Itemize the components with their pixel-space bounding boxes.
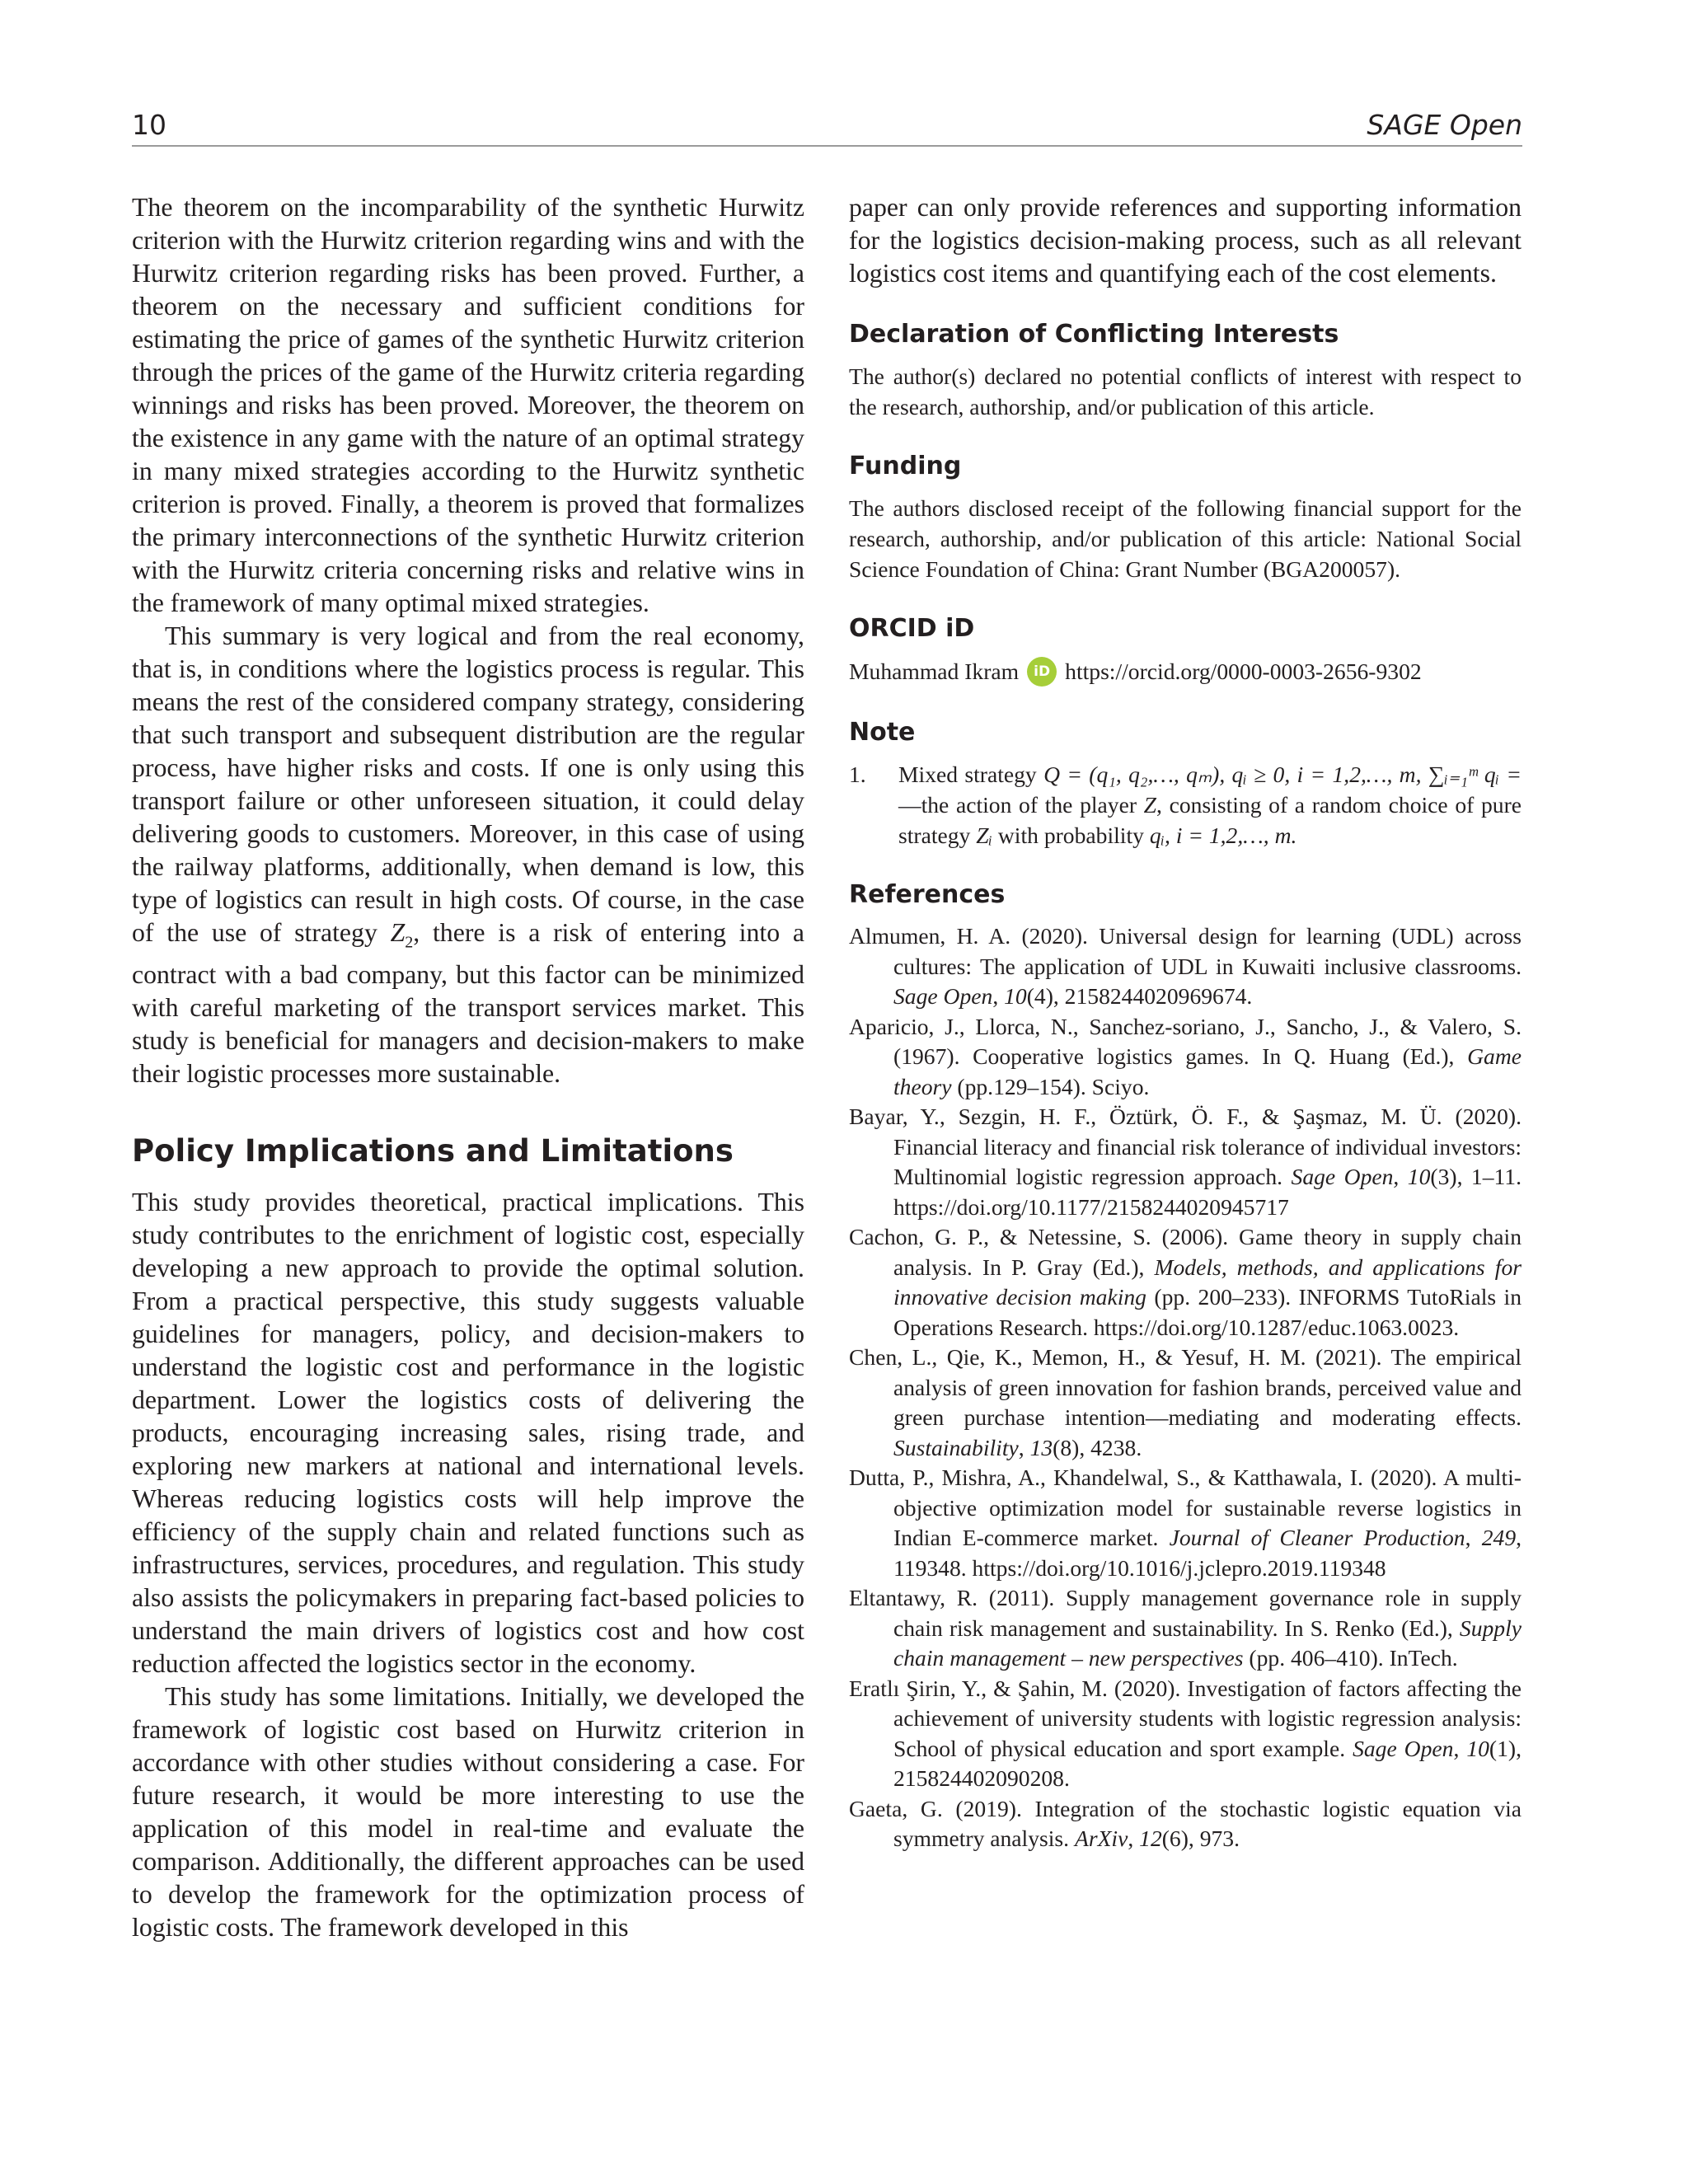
reference-italic: Game theory xyxy=(893,1043,1522,1099)
orcid-line xyxy=(849,655,1522,688)
reference-item xyxy=(849,1463,1522,1583)
section-heading: Policy Implications and Limitations xyxy=(132,1133,734,1169)
formula: qᵢ, i = 1,2,…, m. xyxy=(1149,823,1297,848)
reference-item xyxy=(849,1102,1522,1222)
reference-item xyxy=(849,1674,1522,1794)
reference-text: Gaeta, G. (2019). Integration of the stochastic logistic equation via symmetry analysis. xyxy=(849,1795,1522,1851)
reference-italic: Sage Open xyxy=(893,983,993,1009)
reference-text: , xyxy=(992,983,1005,1009)
reference-item xyxy=(849,921,1522,1012)
reference-text: (1), 215824402090208. xyxy=(893,1735,1522,1791)
reference-italic: Supply chain management – new perspectives xyxy=(893,1615,1522,1671)
body-paragraph: This study provides theoretical, practical implications. This study contributes to the enrichment of logistic cost, especially developing a new approach to provide the optimal solution. From a practical perspective, this study suggests valuable guidelines for managers, policy, and decision-makers to understand the logistic cost and performance in the logistic department. Lower the logistics costs of delivering the products, encouraging increasing sales, rising trade, and exploring new markers at national and international levels. Whereas reducing logistics costs will help improve the efficiency of the supply chain and related functions such as infrastructures, services, procedures, and regulation. This study also assists the policymakers in preparing fact-based policies to understand the main drivers of logistics cost and how cost reduction affected the logistics sector in the economy. xyxy=(132,1188,804,1679)
reference-item xyxy=(849,1794,1522,1854)
variable-subscript: 2 xyxy=(405,933,414,952)
reference-text: Almumen, H. A. (2020). Universal design for learning (UDL) across cultures: The application of UDL in Kuwaiti inclusive classrooms. xyxy=(849,923,1522,979)
formula: Q = (q₁, q₂,…, qₘ), qᵢ ≥ 0, i = 1,2,…, m, ∑ᵢ₌₁ᵐ qᵢ = xyxy=(1043,762,1522,787)
reference-text: (3), 1–11. https://doi.org/10.1177/2158244020945717 xyxy=(893,1164,1522,1220)
reference-italic: 249 xyxy=(1481,1525,1517,1550)
reference-italic: ArXiv xyxy=(1074,1825,1128,1851)
text-run: Mixed strategy xyxy=(898,762,1044,787)
reference-italic: Models, methods, and applications for innovative decision making xyxy=(893,1254,1522,1310)
left-column xyxy=(132,191,804,1944)
body-paragraph: The theorem on the incomparability of the synthetic Hurwitz criterion with the Hurwitz criterion regarding wins and with the Hurwitz criterion regarding risks has been proved. Further, a theorem on the necessary and sufficient conditions for estimating the price of games of the synthetic Hurwitz criterion through the prices of the game of the Hurwitz criteria regarding winnings and risks has been proved. Moreover, the theorem on the existence in any game with the nature of an optimal strategy in many mixed strategies according to the Hurwitz synthetic criterion is proved. Finally, a theorem is proved that formalizes the primary interconnections of the synthetic Hurwitz criterion with the Hurwitz criteria concerning risks and relative wins in the framework of many optimal mixed strategies. xyxy=(132,193,804,617)
funding-heading: Funding xyxy=(849,452,962,480)
reference-text: (6), 973. xyxy=(1161,1825,1240,1851)
reference-text: (pp.129–154). Sciyo. xyxy=(951,1073,1150,1099)
reference-item xyxy=(849,1222,1522,1343)
reference-text: Eltantawy, R. (2011). Supply management governance role in supply chain risk management and sustainability. In S. Renko (Ed.), xyxy=(849,1585,1522,1641)
reference-text: (4), 2158244020969674. xyxy=(1026,983,1253,1009)
declaration-heading: Declaration of Conflicting Interests xyxy=(849,320,1339,349)
reference-italic: 12 xyxy=(1139,1825,1162,1851)
reference-text: Cachon, G. P., & Netessine, S. (2006). Game theory in supply chain analysis. In P. Gray (Ed.), xyxy=(849,1224,1522,1280)
text-run: with probability xyxy=(992,823,1150,848)
text-run: This summary is very logical and from the real economy, that is, in conditions where the logistics process is regular. This means the rest of the considered company strategy, considering that such transport and subsequent distribution are the regular process, have higher risks and costs. If one is only using this transport failure or other unforeseen situation, it could delay delivering goods to customers. Moreover, in this case of using the railway platforms, additionally, when demand is low, this type of logistics can result in high costs. Of course, in the case of the use of strategy xyxy=(132,621,804,947)
reference-italic: 10 xyxy=(1407,1164,1431,1189)
note-heading: Note xyxy=(849,718,916,747)
reference-text: Aparicio, J., Llorca, N., Sanchez-soriano, J., Sancho, J., & Valero, S. (1967). Cooperative logistics games. In Q. Huang (Ed.), xyxy=(849,1013,1522,1069)
reference-text: (pp. 200–233). INFORMS TutoRials in Operations Research. https://doi.org/10.1287/educ.1063.0023. xyxy=(893,1284,1522,1340)
reference-item xyxy=(849,1012,1522,1103)
body-paragraph: This study has some limitations. Initially, we developed the framework of logistic cost based on Hurwitz criterion in accordance with other studies without considering a case. For future research, it would be more interesting to use the application of this model in real-time and evaluate the comparison. Additionally, the different approaches can be used to develop the framework for the optimization process of logistic costs. The framework developed in this xyxy=(132,1682,804,1943)
orcid-author-name: Muhammad Ikram xyxy=(849,658,1020,684)
reference-text: , xyxy=(1018,1434,1030,1460)
reference-italic: 10 xyxy=(1466,1735,1489,1761)
note-body xyxy=(898,759,1522,851)
footnote xyxy=(849,759,1522,851)
variable: Z xyxy=(1143,792,1157,818)
funding-text: The authors disclosed receipt of the following financial support for the research, authorship, and/or publication of this article: National Social Science Foundation of China: Grant Number (BGA200057). xyxy=(849,495,1522,582)
reference-text: Bayar, Y., Sezgin, H. F., Öztürk, Ö. F., & Şaşmaz, M. Ü. (2020). Financial literacy and financial risk tolerance of individual investors: Multinomial logistic regression approach. xyxy=(849,1104,1522,1189)
reference-italic: Journal of Cleaner Production xyxy=(1169,1525,1465,1550)
references-heading: References xyxy=(849,880,1006,909)
right-column xyxy=(849,191,1522,1854)
variable: Z xyxy=(390,918,406,947)
reference-text: Chen, L., Qie, K., Memon, H., & Yesuf, H. M. (2021). The empirical analysis of green innovation for fashion brands, perceived value and green purchase intention—mediating and moderating effects. xyxy=(849,1344,1522,1430)
reference-text: (pp. 406–410). InTech. xyxy=(1243,1645,1458,1671)
reference-italic: Sustainability xyxy=(893,1434,1019,1460)
reference-item xyxy=(849,1583,1522,1674)
reference-text: , xyxy=(1393,1164,1408,1189)
journal-name: SAGE Open xyxy=(1367,109,1522,141)
reference-item xyxy=(849,1343,1522,1463)
orcid-heading: ORCID iD xyxy=(849,614,975,643)
reference-text: (8), 4238. xyxy=(1053,1434,1142,1460)
variable: Zᵢ xyxy=(976,823,992,848)
reference-text: Dutta, P., Mishra, A., Khandelwal, S., & Katthawala, I. (2020). A multi-objective optimization model for sustainable reverse logistics in Indian E-commerce market. xyxy=(849,1465,1522,1550)
body-paragraph: paper can only provide references and supporting information for the logistics decision-making process, such as all relevant logistics cost items and quantifying each of the cost elements. xyxy=(849,193,1522,288)
body-paragraph xyxy=(132,620,804,1090)
reference-italic: 13 xyxy=(1029,1434,1053,1460)
reference-text: , xyxy=(1465,1525,1482,1550)
reference-text: , 119348. https://doi.org/10.1016/j.jclepro.2019.119348 xyxy=(893,1525,1522,1581)
orcid-link[interactable]: https://orcid.org/0000-0003-2656-9302 xyxy=(1065,658,1422,684)
declaration-text: The author(s) declared no potential conflicts of interest with respect to the research, authorship, and/or publication of this article. xyxy=(849,363,1522,419)
text-run: —the action of the player xyxy=(898,792,1144,818)
reference-italic: Sage Open xyxy=(1353,1735,1454,1761)
note-number: 1. xyxy=(849,762,866,787)
reference-text: Eratlı Şirin, Y., & Şahin, M. (2020). Investigation of factors affecting the achievement of university students with logistic regression analysis: School of physical education and sport example. xyxy=(849,1675,1522,1761)
reference-italic: Sage Open xyxy=(1291,1164,1394,1189)
page-number: 10 xyxy=(132,109,166,141)
reference-text: , xyxy=(1453,1735,1467,1761)
reference-text: , xyxy=(1128,1825,1140,1851)
orcid-icon: iD xyxy=(1027,657,1057,687)
reference-list xyxy=(849,921,1522,1854)
text-run: , there is a risk of entering into a contract with a bad company, but this factor can be minimized with careful marketing of the transport services market. This study is beneficial for managers and decision-makers to make their logistic processes more sustainable. xyxy=(132,918,804,1089)
page-header xyxy=(132,105,1522,147)
reference-italic: 10 xyxy=(1004,983,1027,1009)
text-run: , consisting of a random choice of pure strategy xyxy=(898,792,1522,848)
